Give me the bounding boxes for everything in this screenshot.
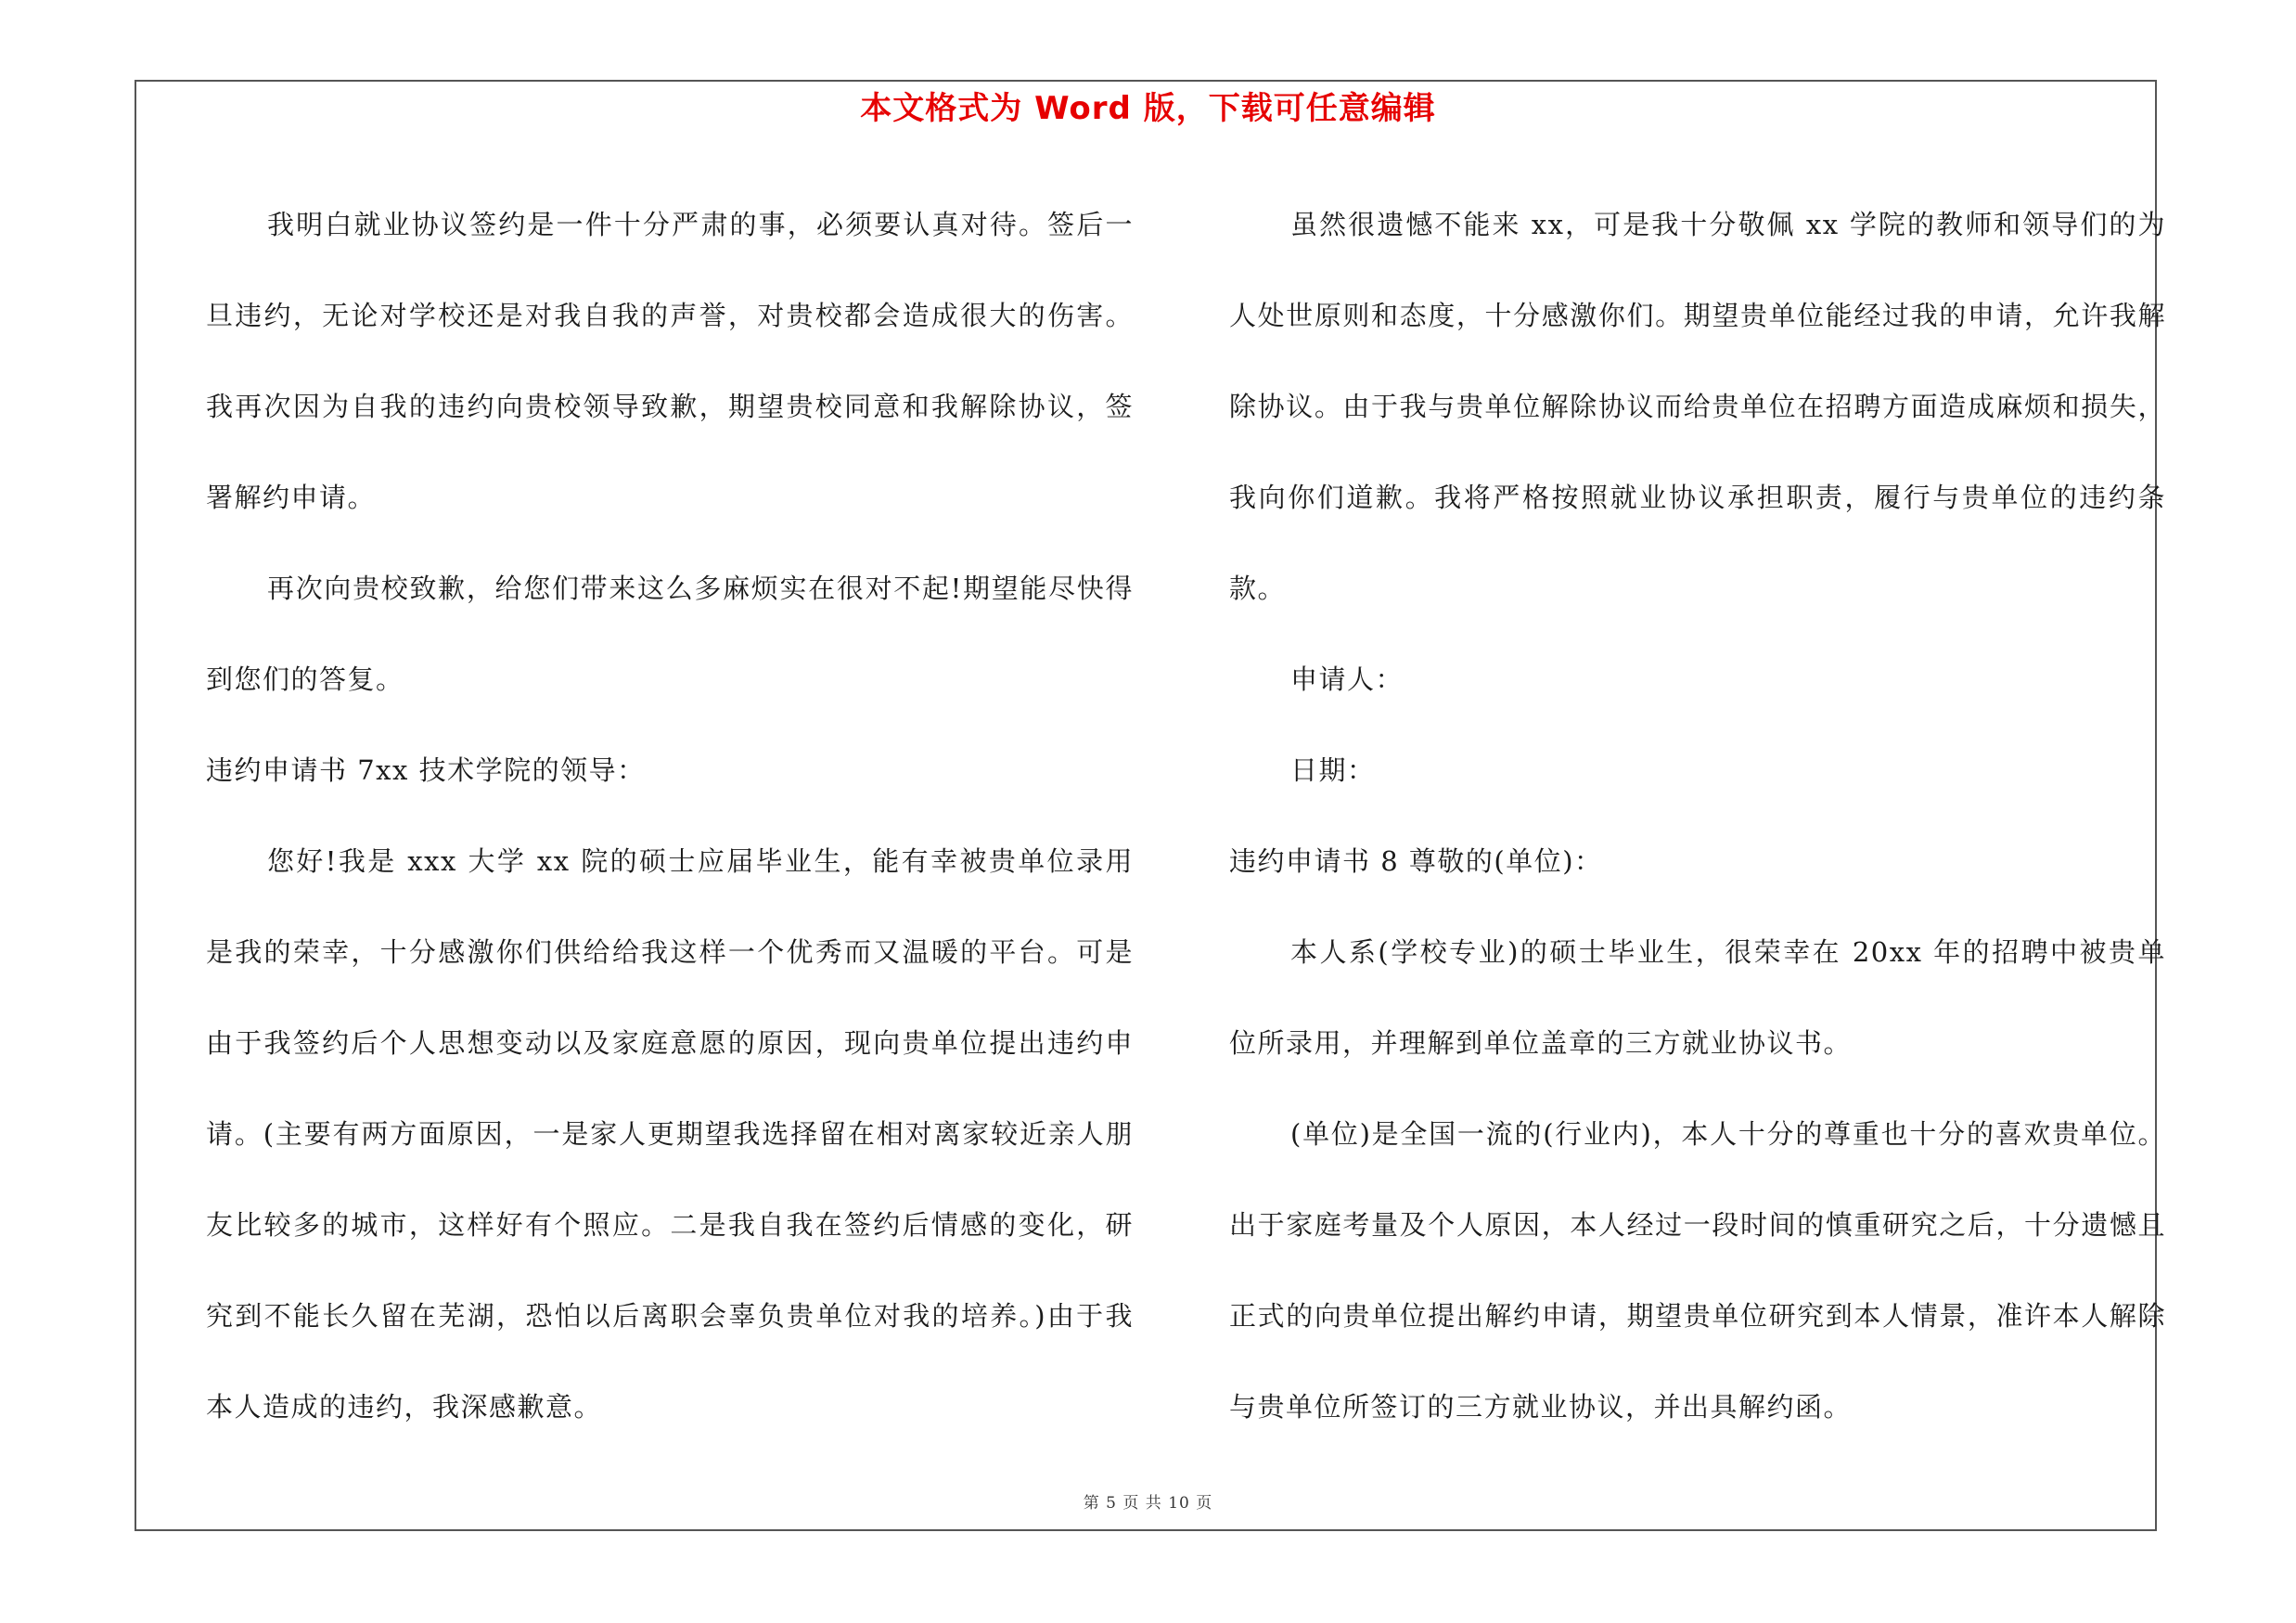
format-banner: 本文格式为 Word 版，下载可任意编辑 (860, 90, 1436, 127)
right-column (1229, 179, 2166, 1452)
paragraph: 再次向贵校致歉，给您们带来这么多麻烦实在很对不起!期望能尽快得到您们的答复。 (206, 573, 1134, 695)
paragraph: 我明白就业协议签约是一件十分严肃的事，必须要认真对待。签后一旦违约，无论对学校还是对我自我的声誉，对贵校都会造成很大的伤害。我再次因为自我的违约向贵校领导致歉，期望贵校同意和我解除协议，签署解约申请。 (206, 209, 1134, 513)
paragraph: 本人系(学校专业)的硕士毕业生，很荣幸在 20xx 年的招聘中被贵单位所录用，并理解到单位盖章的三方就业协议书。 (1229, 936, 2166, 1059)
paragraph: 虽然很遗憾不能来 xx，可是我十分敬佩 xx 学院的教师和领导们的为人处世原则和态度，十分感激你们。期望贵单位能经过我的申请，允许我解除协议。由于我与贵单位解除协议而给贵单位在招聘方面造成麻烦和损失，我向你们道歉。我将严格按照就业协议承担职责，履行与贵单位的违约条款。 (1229, 209, 2166, 604)
paragraph: (单位)是全国一流的(行业内)，本人十分的尊重也十分的喜欢贵单位。出于家庭考量及个人原因，本人经过一段时间的慎重研究之后，十分遗憾且正式的向贵单位提出解约申请，期望贵单位研究到本人情景，准许本人解除与贵单位所签订的三方就业协议，并出具解约函。 (1229, 1118, 2166, 1423)
paragraph: 您好!我是 xxx 大学 xx 院的硕士应届毕业生，能有幸被贵单位录用是我的荣幸，十分感激你们供给给我这样一个优秀而又温暖的平台。可是由于我签约后个人思想变动以及家庭意愿的原因，现向贵单位提出违约申请。(主要有两方面原因，一是家人更期望我选择留在相对离家较近亲人朋友比较多的城市，这样好有个照应。二是我自我在签约后情感的变化，研究到不能长久留在芜湖，恐怕以后离职会辜负贵单位对我的培养。)由于我本人造成的违约，我深感歉意。 (206, 845, 1134, 1423)
page-number: 第 5 页 共 10 页 (1083, 1494, 1213, 1513)
applicant-line: 申请人： (1290, 663, 1405, 695)
left-column (206, 179, 1134, 1452)
section-heading: 违约申请书 7xx 技术学院的领导： (206, 754, 646, 786)
date-line: 日期： (1290, 754, 1376, 786)
section-heading: 违约申请书 8 尊敬的(单位)： (1229, 845, 1603, 877)
